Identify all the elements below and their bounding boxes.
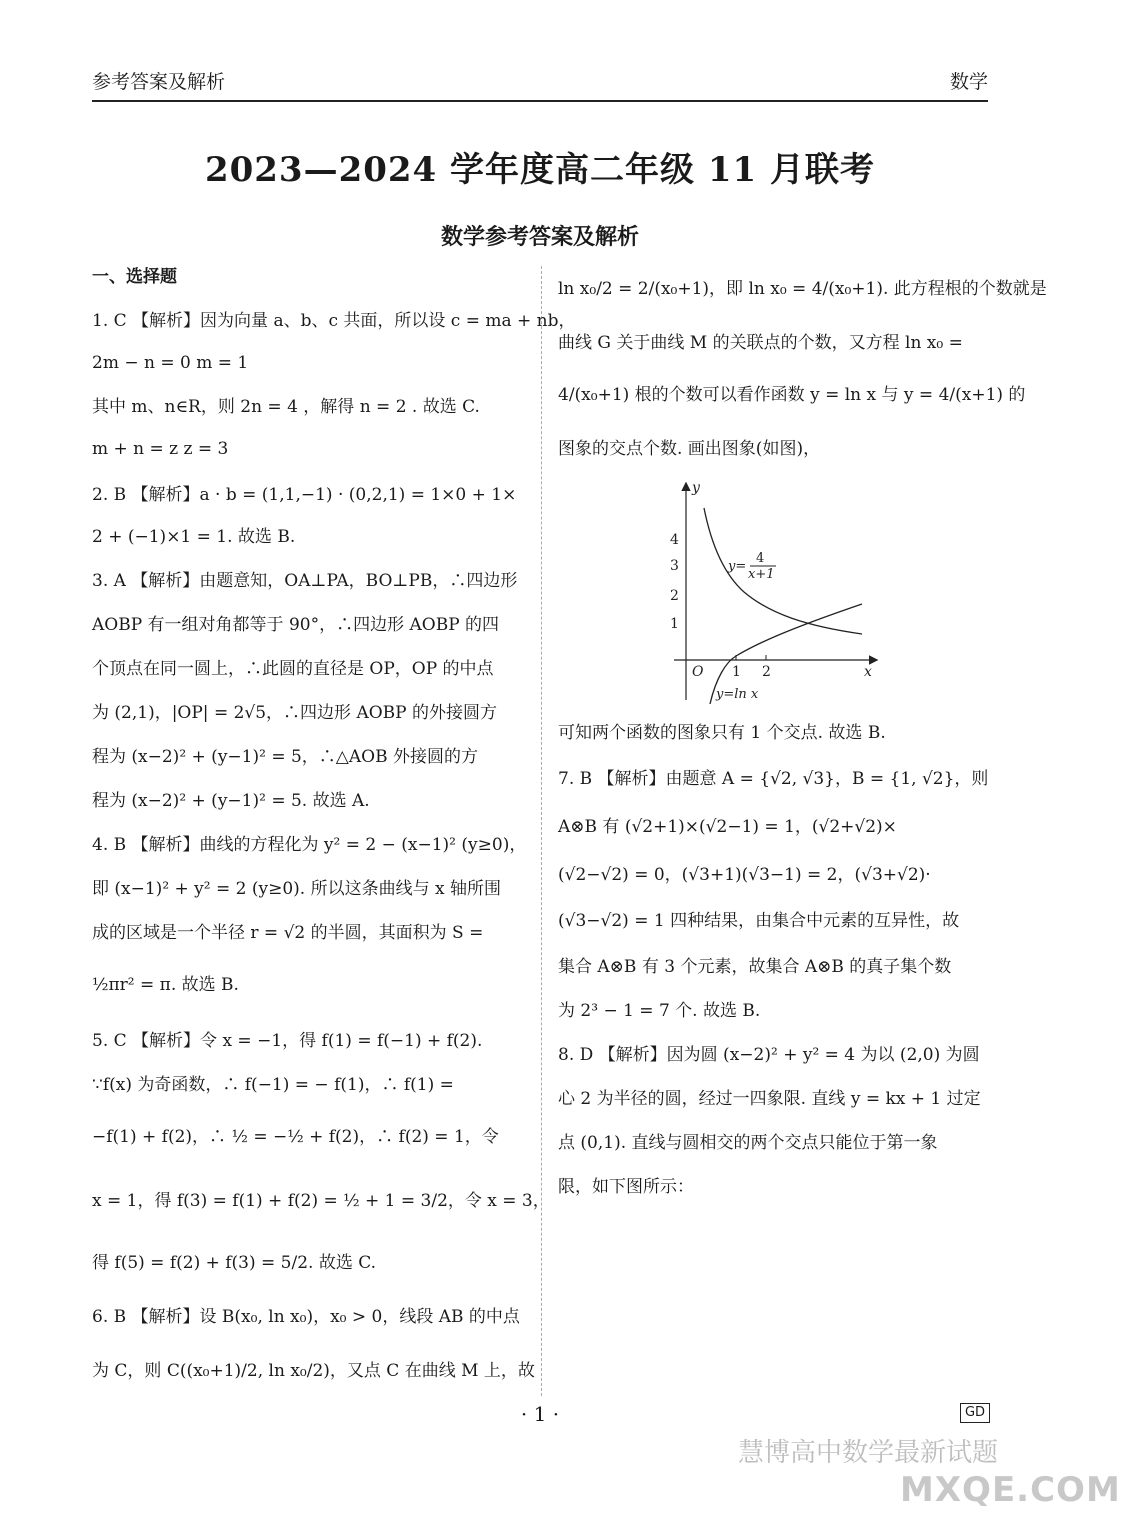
right-line: (√2−√2) = 0，(√3+1)(√3−1) = 2，(√3+√2)·: [558, 865, 931, 885]
left-line: 3. A 【解析】由题意知，OA⊥PA，BO⊥PB，∴四边形: [92, 571, 518, 591]
left-line: 一、选择题: [92, 267, 177, 287]
column-divider: [541, 266, 542, 1396]
left-line: 5. C 【解析】令 x = −1，得 f(1) = f(−1) + f(2).: [92, 1031, 483, 1051]
curve1-label-num: 4: [756, 551, 765, 566]
curve1-label: y=: [728, 559, 747, 574]
left-line: m + n = z z = 3: [92, 439, 229, 459]
right-line: 4/(x₀+1) 根的个数可以看作函数 y = ln x 与 y = 4/(x+1) 的: [558, 385, 1026, 405]
left-line: 个顶点在同一圆上，∴此圆的直径是 OP，OP 的中点: [92, 659, 494, 679]
y-axis-label: y: [692, 480, 700, 496]
right-line: 集合 A⊗B 有 3 个元素，故集合 A⊗B 的真子集个数: [558, 957, 952, 977]
right-line: 8. D 【解析】因为圆 (x−2)² + y² = 4 为以 (2,0) 为圆: [558, 1045, 980, 1065]
right-line: 曲线 G 关于曲线 M 的关联点的个数，又方程 ln x₀ =: [558, 333, 963, 353]
left-line: ∵f(x) 为奇函数，∴ f(−1) = − f(1)，∴ f(1) =: [92, 1075, 454, 1095]
right-line: ln x₀/2 = 2/(x₀+1)，即 ln x₀ = 4/(x₀+1). 此方程根的个数就是: [558, 279, 1047, 299]
page-header: [92, 66, 988, 102]
page-subtitle: 数学参考答案及解析: [440, 224, 639, 250]
y-tick-label: 3: [670, 558, 679, 574]
left-line: −f(1) + f(2)，∴ ½ = −½ + f(2)，∴ f(2) = 1，令: [92, 1127, 499, 1147]
curve2-label: y=ln x: [716, 687, 759, 702]
left-line: x = 1，得 f(3) = f(1) + f(2) = ½ + 1 = 3/2，令 x = 3，: [92, 1191, 550, 1211]
right-line: 7. B 【解析】由题意 A = {√2, √3}，B = {1, √2}，则: [558, 769, 989, 789]
left-line: 1. C 【解析】因为向量 a、b、c 共面，所以设 c = ma + nb，: [92, 311, 576, 331]
header-right: 数学: [949, 71, 988, 93]
right-line: 心 2 为半径的圆，经过一四象限. 直线 y = kx + 1 过定: [558, 1089, 981, 1109]
left-line: 4. B 【解析】曲线的方程化为 y² = 2 − (x−1)² (y≥0)，: [92, 835, 527, 855]
function-graph: [666, 478, 886, 708]
left-line: 即 (x−1)² + y² = 2 (y≥0). 所以这条曲线与 x 轴所围: [92, 879, 502, 899]
left-line: 成的区域是一个半径 r = √2 的半圆，其面积为 S =: [92, 923, 484, 943]
left-line: 6. B 【解析】设 B(x₀, ln x₀)，x₀ > 0，线段 AB 的中点: [92, 1307, 520, 1327]
left-line: 2. B 【解析】a · b = (1,1,−1) · (0,2,1) = 1×0 + 1×: [92, 485, 517, 505]
x-axis-label: x: [864, 664, 872, 680]
left-line: 程为 (x−2)² + (y−1)² = 5. 故选 A.: [92, 791, 370, 811]
left-line: 其中 m、n∈R，则 2n = 4 ，解得 n = 2 . 故选 C.: [92, 397, 480, 417]
region-code: GD: [960, 1403, 990, 1423]
left-line: 得 f(5) = f(2) + f(3) = 5/2. 故选 C.: [92, 1253, 377, 1273]
left-line: AOBP 有一组对角都等于 90°，∴四边形 AOBP 的四: [92, 615, 500, 635]
right-line: (√3−√2) = 1 四种结果，由集合中元素的互异性，故: [558, 911, 960, 931]
header-left: 参考答案及解析: [92, 71, 226, 93]
left-line: 为 (2,1)，|OP| = 2√5，∴四边形 AOBP 的外接圆方: [92, 703, 498, 723]
watermark-text: 慧博高中数学最新试题: [738, 1438, 999, 1468]
right-line: 可知两个函数的图象只有 1 个交点. 故选 B.: [558, 723, 886, 743]
page-title: 2023—2024 学年度高二年级 11 月联考: [204, 150, 876, 190]
right-line: 限，如下图所示：: [558, 1177, 694, 1197]
y-tick-label: 4: [670, 532, 679, 548]
page-number: · 1 ·: [520, 1402, 560, 1426]
left-line: ½πr² = π. 故选 B.: [92, 975, 239, 995]
left-line: 为 C，则 C((x₀+1)/2, ln x₀/2)，又点 C 在曲线 M 上，故: [92, 1361, 535, 1381]
left-line: 2 + (−1)×1 = 1. 故选 B.: [92, 527, 296, 547]
right-line: 点 (0,1). 直线与圆相交的两个交点只能位于第一象: [558, 1133, 938, 1153]
curve1-label-den: x+1: [748, 567, 775, 582]
x-tick-label: 1: [732, 664, 741, 680]
watermark-site: MXQE.COM: [900, 1470, 1121, 1510]
left-line: 程为 (x−2)² + (y−1)² = 5，∴△AOB 外接圆的方: [92, 747, 478, 767]
left-line: 2m − n = 0 m = 1: [92, 353, 249, 373]
y-tick-label: 2: [670, 588, 679, 604]
right-line: 为 2³ − 1 = 7 个. 故选 B.: [558, 1001, 761, 1021]
right-line: 图象的交点个数. 画出图象(如图)，: [558, 439, 821, 459]
origin-label: O: [692, 664, 704, 680]
y-tick-label: 1: [670, 616, 679, 632]
x-tick-label: 2: [762, 664, 771, 680]
right-line: A⊗B 有 (√2+1)×(√2−1) = 1，(√2+√2)×: [558, 817, 897, 837]
